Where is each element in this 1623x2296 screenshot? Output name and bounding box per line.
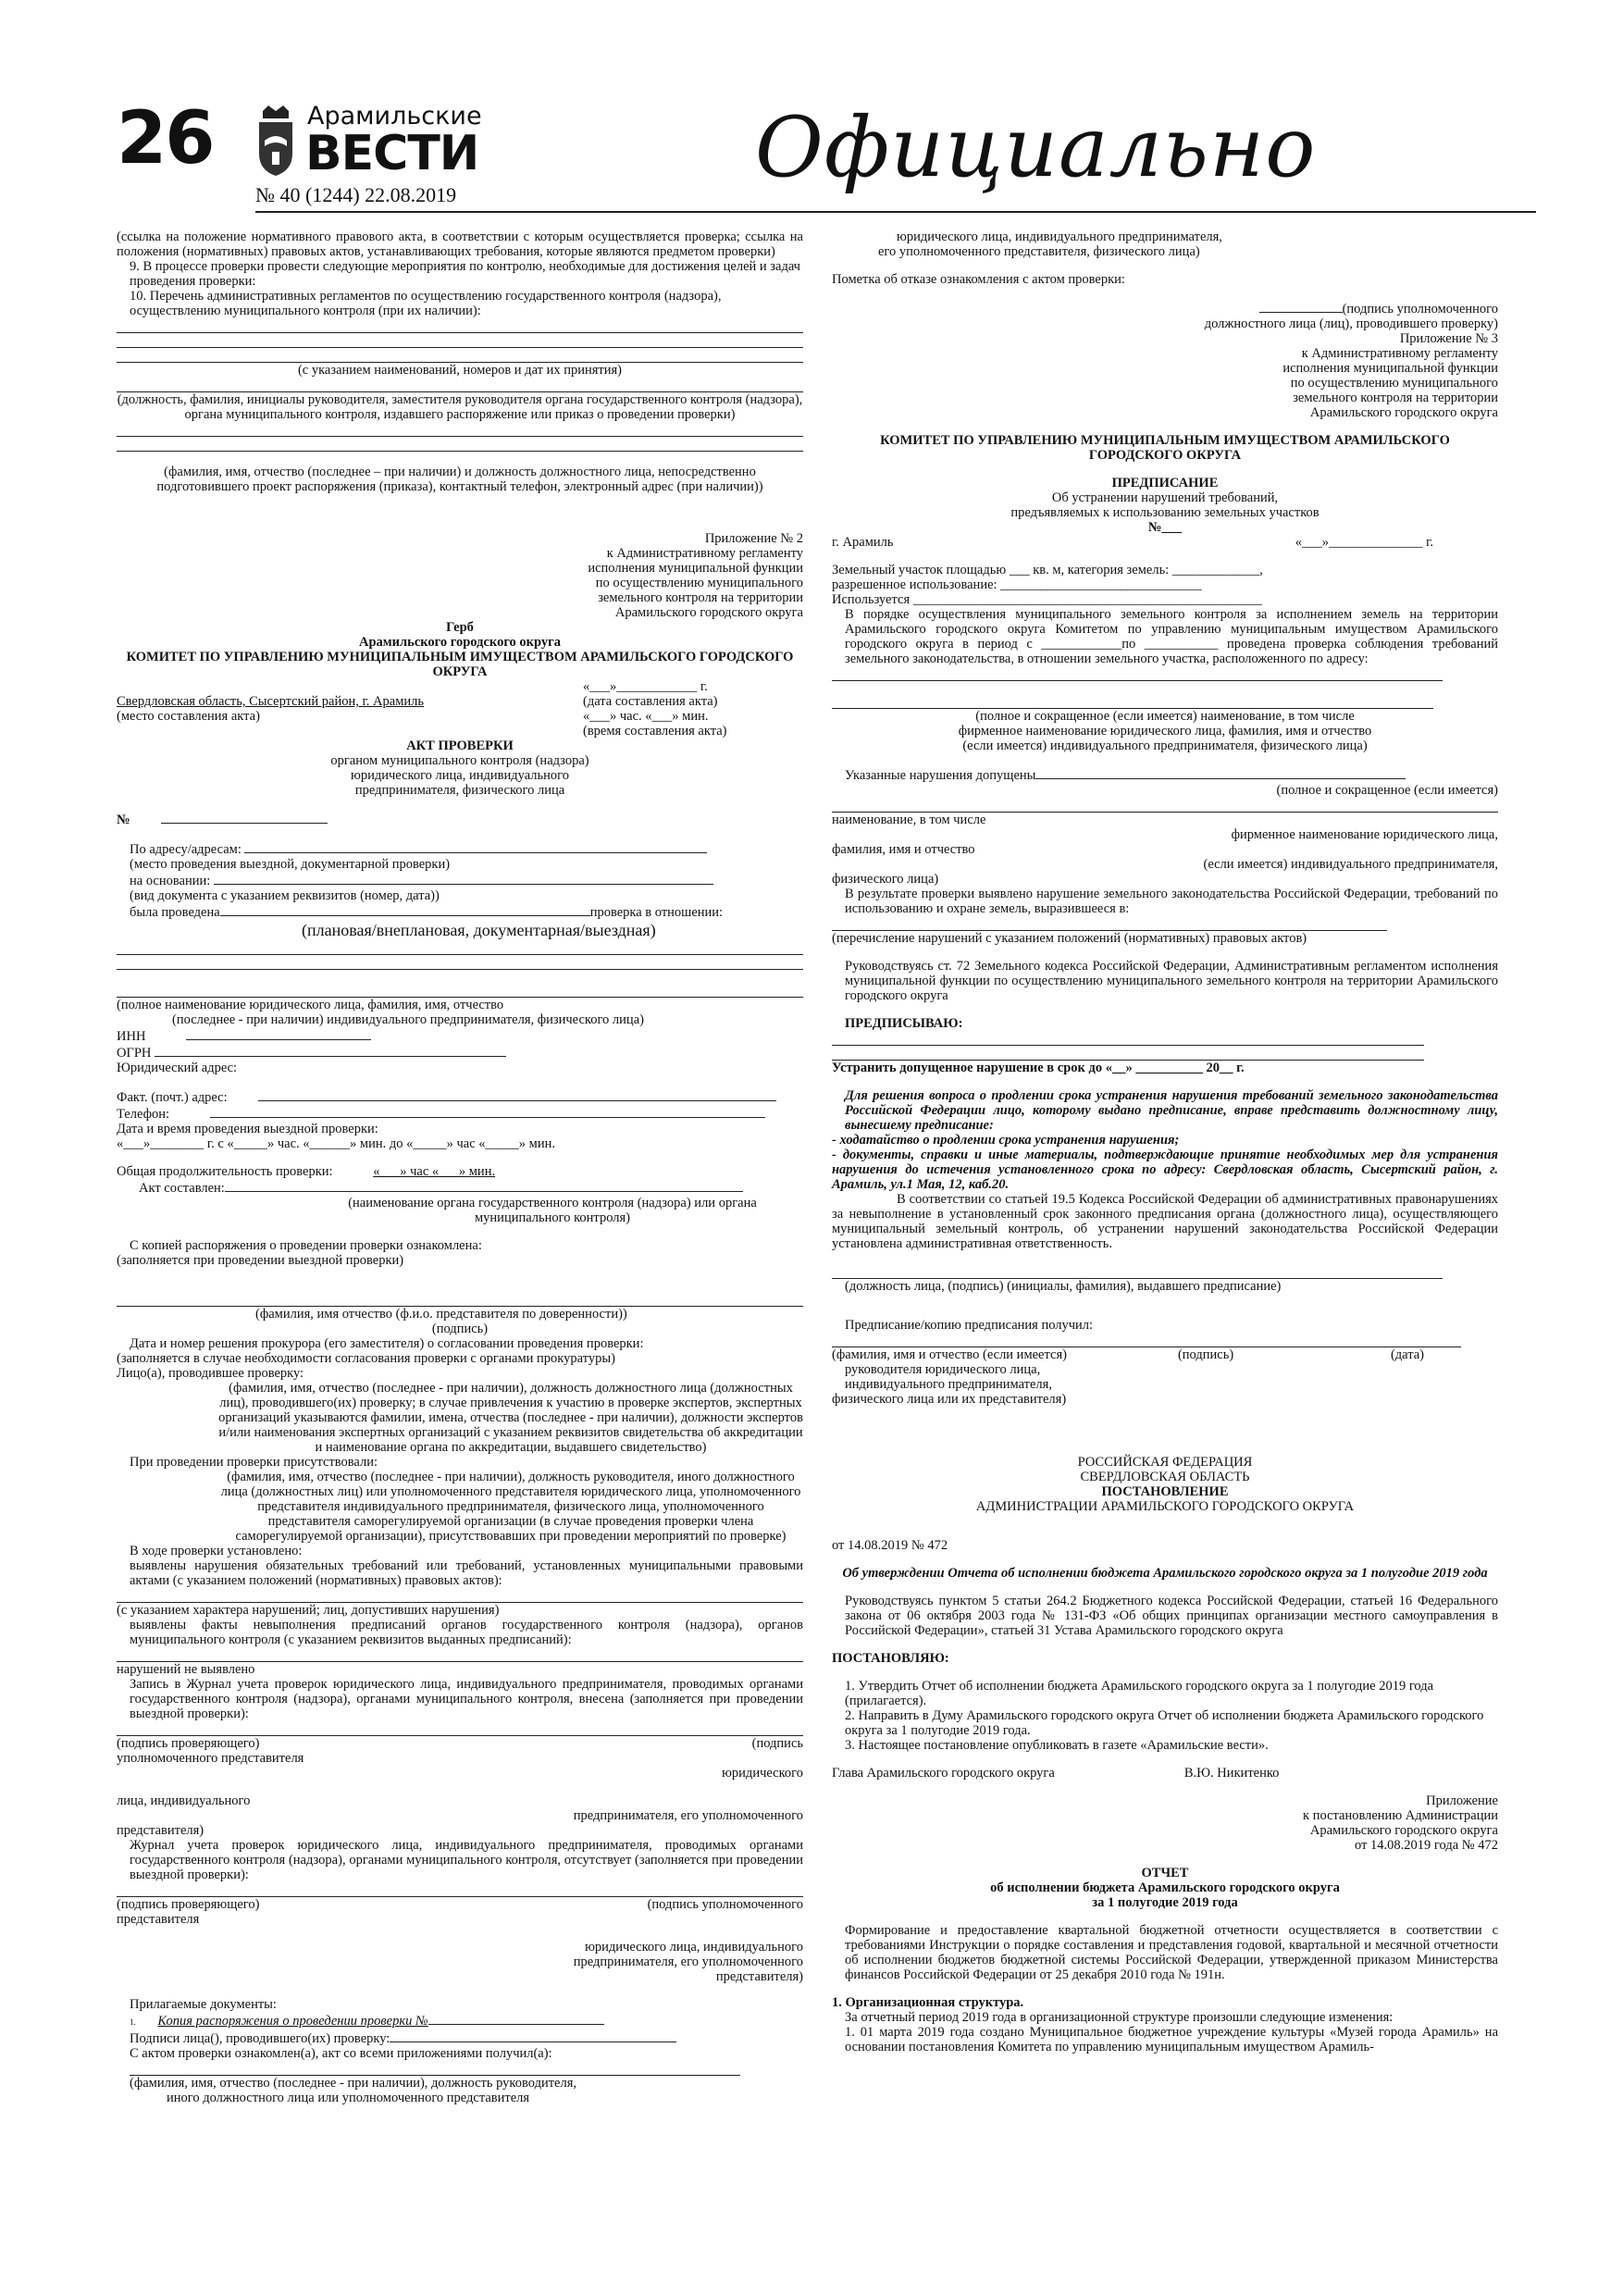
text-line: 1. 01 марта 2019 года создано Муниципальное бюджетное учреждение культуры «Музей города Арамиль» на основании постановления Комитета по управлению муниципальным имуществом Арамиль-: [845, 2025, 1498, 2054]
text-line: (если имеется) индивидуального предпринимателя, физического лица): [962, 738, 1368, 753]
text-line: юридического лица, индивидуального: [351, 768, 569, 783]
text-label: «___»______________ г.: [1295, 535, 1433, 550]
text-line: фирменное наименование юридического лица, фамилия, имя и отчество: [958, 724, 1372, 738]
spacer: [832, 946, 1498, 959]
text-line: С актом проверки ознакомлен(а), акт со всеми приложениями получил(а):: [130, 2046, 552, 2061]
spacer: [832, 753, 1498, 766]
text-line: (вид документа с указанием реквизитов (номер, дата)): [130, 888, 440, 903]
text-line: [117, 1088, 803, 1105]
text-label: на основании:: [130, 874, 211, 888]
text-line: по осуществлению муниципального: [595, 576, 803, 590]
text-line: СВЕРДЛОВСКАЯ ОБЛАСТЬ: [1080, 1470, 1250, 1484]
coat-of-arms-icon: [254, 104, 298, 178]
text-line: Лицо(а), проводившее проверку:: [117, 1366, 304, 1381]
text-line: [832, 300, 1498, 316]
text-line: [117, 1179, 803, 1196]
blank-line: [214, 872, 713, 885]
text-line: [832, 535, 1498, 550]
text-label: Указанные нарушения допущены: [845, 768, 1036, 783]
spacer: [117, 1075, 803, 1088]
text-line: от 14.08.2019 № 472: [832, 1538, 948, 1553]
text-line: исполнения муниципальной функции: [588, 561, 803, 576]
text-line: (полное и сокращенное (если имеется) наименование, в том числе: [975, 709, 1355, 724]
text-line: юридического лица, индивидуального: [585, 1940, 803, 1955]
spacer: [117, 1151, 803, 1164]
blank-line: [117, 437, 803, 452]
spacer: [832, 259, 1498, 272]
text-line: (заполняется при проведении выездной проверки): [117, 1253, 404, 1268]
text-line: (перечисление нарушений с указанием положений (нормативных) правовых актов): [832, 931, 1307, 946]
text-line: (если имеется) индивидуального предпринимателя,: [1203, 857, 1498, 872]
blank-line: [832, 1031, 1424, 1046]
text-line: В порядке осуществления муниципального земельного контроля за исполнением земель на территории Арамильского городского округа Комитетом по управлению муниципальным имуществом Арамильского городского округа в период с ____________по ___________ проведена проверка соблюдения требований земельного законодательства, в отношении земельного участка, расположенного по адресу:: [845, 607, 1498, 666]
blank-line: [220, 903, 590, 916]
text-line: земельного контроля на территории: [1293, 391, 1498, 405]
text-label: была проведена: [130, 905, 220, 920]
blank-line: [117, 1882, 803, 1897]
text-line: земельного контроля на территории: [598, 590, 803, 605]
text-line: (плановая/внеплановая, документарная/выездная): [302, 921, 656, 939]
text-label: (подпись проверяющего): [117, 1897, 260, 1912]
text-label: г. Арамиль: [832, 535, 894, 550]
text-line: Арамильского городского округа: [614, 605, 803, 620]
blank-line: [832, 666, 1443, 681]
text-line: 1. Организационная структура.: [832, 1995, 1024, 2010]
text-line: [117, 1897, 803, 1912]
text-label: (фамилия, имя и отчество (если имеется): [832, 1347, 1067, 1362]
text-line: к Административному регламенту: [606, 546, 803, 561]
text-line: ПРЕДПИСАНИЕ: [1111, 476, 1219, 490]
text-line: АКТ ПРОВЕРКИ: [406, 738, 514, 753]
text-label: Телефон:: [117, 1107, 170, 1122]
spacer: [832, 1853, 1498, 1866]
text-line: За отчетный период 2019 года в организационной структуре произошли следующие изменения:: [845, 2010, 1394, 2025]
text-line: 1. Утвердить Отчет об исполнении бюджета Арамильского городского округа за 1 полугодие 2019 года (прилагается).: [845, 1679, 1434, 1708]
text-line: предпринимателя, его уполномоченного: [573, 1808, 803, 1823]
blank-line: [117, 955, 803, 970]
text-line: об исполнении бюджета Арамильского городского округа: [990, 1880, 1340, 1895]
text-line: 3. Настоящее постановление опубликовать в газете «Арамильские вести».: [845, 1738, 1269, 1753]
text-line: Об утверждении Отчета об исполнении бюджета Арамильского городского округа за 1 полугодие 2019 года: [842, 1566, 1488, 1581]
text-line: Предписание/копию предписания получил:: [845, 1318, 1094, 1333]
blank-line: [117, 940, 803, 955]
text-line: Приложение № 2: [704, 531, 803, 546]
blank-line: [832, 1046, 1424, 1061]
spacer: [832, 1553, 1498, 1566]
text-line: (полное и сокращенное (если имеется): [1276, 783, 1498, 798]
text-line: [117, 1044, 803, 1061]
blank-line: [117, 1647, 803, 1662]
text-line: (фамилия, имя, отчество (последнее - при наличии), должность руководителя,: [130, 2076, 577, 2091]
text-label: Общая продолжительность проверки:: [117, 1164, 333, 1179]
blank-line: [225, 1179, 743, 1192]
text-line: [117, 811, 803, 827]
text-line: Дата и номер решения прокурора (его заместителя) о согласовании проведения проверки:: [130, 1336, 644, 1351]
blank-line: [186, 1027, 371, 1040]
blank-line: [832, 1333, 1461, 1347]
text-line: 2. Направить в Думу Арамильского городского округа Отчет об исполнении бюджета Арамильского городского округа за 1 полугодие 2019 года.: [845, 1708, 1484, 1738]
spacer: [117, 798, 803, 811]
text-line: от 14.08.2019 года № 472: [1355, 1838, 1498, 1853]
spacer: [117, 827, 803, 840]
spacer: [117, 1984, 803, 1997]
text-line: Для решения вопроса о продлении срока устранения нарушения требований земельного законодательства Российской Федерации лицо, которому выдано предписание, вправе представить должностному лицу, вынесшему предписание:: [845, 1088, 1498, 1133]
blank-line: [130, 2061, 740, 2076]
text-line: (фамилия, имя, отчество (последнее - при наличии), должность должностного лица (должностных лиц), проводившего(их) проверку; в случае привлечения к участию в проверке экспертов, экспертных организаций указываются фамилии, имена, отчества (последнее - при наличии), должности экспертов и/или наименования экспертных организаций с указанием реквизитов свидетельства об аккредитации и наименование органа по аккредитации, выдавшего свидетельство): [218, 1381, 803, 1455]
text-line: уполномоченного представителя: [117, 1751, 304, 1766]
text-label: Глава Арамильского городского округа: [832, 1766, 1055, 1781]
text-line: (с указанием характера нарушений; лиц, допустивших нарушения): [117, 1603, 500, 1618]
text-line: должностного лица (лиц), проводившего проверку): [1204, 316, 1498, 331]
spacer: [832, 1982, 1498, 1995]
masthead-rule: [255, 211, 1536, 213]
blank-line: [244, 840, 707, 853]
list-marker: 1.: [130, 2017, 136, 2027]
text-line: [117, 1164, 803, 1179]
text-line: Арамильского городского округа: [1309, 405, 1498, 420]
blank-line: [117, 318, 803, 333]
text-line: 10. Перечень административных регламентов по осуществлению государственного контроля (надзора), осуществлению муниципального контроля (при их наличии):: [130, 289, 722, 318]
spacer: [832, 463, 1498, 476]
text-line: [117, 840, 803, 857]
text-line: (фамилия, имя, отчество (последнее - при наличии), должность руководителя, иного должностного лица (должностных лиц) или уполномоченного представителя юридического лица, уполномоченного представителя индивидуального предпринимателя, физического лица, уполномоченного представителя саморегулируемой организации (в случае проведения проверки члена саморегулируемой организации), присутствовавших при проведении мероприятий по проверке): [220, 1470, 801, 1544]
blank-line: [117, 422, 803, 437]
text-label: По адресу/адресам:: [130, 842, 242, 857]
text-line: (заполняется в случае необходимости согласования проверки с органами прокуратуры): [117, 1351, 615, 1366]
text-line: руководителя юридического лица,: [845, 1362, 1041, 1377]
text-line: [832, 1766, 1498, 1781]
text-line: представителя): [715, 1969, 803, 1984]
text-line: физического лица): [832, 872, 939, 887]
text-line: Используется ____________________________________________________: [832, 592, 1262, 607]
blank-line: [117, 1721, 803, 1736]
spacer: [832, 1910, 1498, 1923]
spacer: [117, 1225, 803, 1238]
text-label: (подпись уполномоченного: [1342, 302, 1498, 316]
text-line: представителя: [117, 1912, 200, 1927]
text-line: органом муниципального контроля (надзора): [330, 753, 589, 768]
text-line: фамилия, имя и отчество: [832, 842, 975, 857]
text-line: [117, 1736, 803, 1751]
left-column: [117, 230, 803, 2105]
spacer: [832, 287, 1498, 300]
text-label: Подписи лица(), проводившего(их) проверку:: [130, 2031, 390, 2046]
text-line: (место составления акта): [117, 709, 260, 724]
blank-line: [390, 2029, 676, 2042]
text-line: лица, индивидуального: [117, 1793, 251, 1808]
brand-line2: ВЕСТИ: [305, 126, 479, 181]
text-line: «___» час. «___» мин.: [583, 709, 709, 724]
text-line: (наименование органа государственного контроля (надзора) или органа муниципального контроля): [348, 1196, 757, 1225]
right-column: [832, 230, 1498, 2054]
text-line: нарушений не выявлено: [117, 1662, 255, 1677]
text-line: Запись в Журнал учета проверок юридического лица, индивидуального предпринимателя, проводимых органами государственного контроля (надзора), органами муниципального контроля, внесена (заполняется при проведении выездной проверки):: [130, 1677, 803, 1721]
text-line: Арамильского городского округа: [359, 635, 561, 650]
text-line: АДМИНИСТРАЦИИ АРАМИЛЬСКОГО ГОРОДСКОГО ОКРУГА: [975, 1499, 1355, 1514]
blank-line: [832, 1264, 1443, 1279]
text-line: Юридический адрес:: [117, 1061, 238, 1075]
text-line: (фамилия, имя, отчество (последнее – при наличии) и должность должностного лица, непосредственно подготовившего проект распоряжения (приказа), контактный телефон, электронный адрес (при наличии)): [156, 465, 763, 494]
text-line: [117, 2012, 803, 2029]
text-label: В.Ю. Никитенко: [1183, 1766, 1280, 1781]
blank-line: [155, 1044, 506, 1057]
blank-line: [1259, 300, 1343, 313]
text-line: (должность, фамилия, инициалы руководителя, заместителя руководителя органа государственного контроля (надзора), органа муниципального контроля, издавшего распоряжение или приказ о проведении проверки): [117, 392, 803, 422]
text-line: (дата составления акта): [583, 694, 718, 709]
text-label: «___» час «___» мин.: [373, 1164, 496, 1179]
text-line: Руководствуясь пунктом 5 статьи 264.2 Бюджетного кодекса Российской Федерации, статьей 16 Федерального закона от 06 октября 2003 года № 131-ФЗ «Об общих принципах организации местного самоуправления в Российской Федерации», статьей 31 Устава Арамильского городского округа: [845, 1594, 1498, 1638]
spacer: [832, 1075, 1498, 1088]
blank-line: [117, 1588, 803, 1603]
text-label: ОГРН: [117, 1046, 152, 1061]
text-line: (полное наименование юридического лица, фамилия, имя, отчество: [117, 998, 504, 1012]
text-line: иного должностного лица или уполномоченного представителя: [167, 2091, 530, 2105]
text-line: В соответствии со статьей 19.5 Кодекса Российской Федерации об административных правонарушениях за невыполнение в установленный срок законного предписания органа (должностного лица), осуществляющего муниципальный земельный контроль, об устранении нарушений законодательства Российской Федерации установлена административная ответственность.: [832, 1192, 1498, 1251]
text-line: к Административному регламенту: [1301, 346, 1498, 361]
blank-line: [117, 333, 803, 348]
spacer: [832, 550, 1498, 563]
text-line: Руководствуясь ст. 72 Земельного кодекса Российской Федерации, Административным регламентом исполнения муниципальной функции по осуществлению муниципального земельного контроля на территории Арамильского городского округа: [845, 959, 1498, 1003]
text-line: (должность лица, (подпись) (инициалы, фамилия), выдавшего предписание): [845, 1279, 1282, 1294]
text-label: (дата): [1390, 1347, 1424, 1362]
text-line: (ссылка на положение нормативного правового акта, в соответствии с которым осуществляется проверка; ссылка на положения (нормативных) правовых актов, устанавливающих требования, которые являются предметом проверки): [117, 230, 803, 259]
text-line: [117, 2029, 803, 2046]
spacer: [832, 420, 1498, 433]
blank-line: [117, 983, 803, 998]
spacer: [832, 1407, 1498, 1431]
text-label: (подпись: [751, 1736, 803, 1751]
text-line: предпринимателя, физического лица: [354, 783, 565, 798]
text-line: Журнал учета проверок юридического лица, индивидуального предпринимателя, проводимых органами государственного контроля (надзора), органами муниципального контроля, отсутствует (заполняется при проведении выездной проверки):: [130, 1838, 803, 1882]
text-line: Пометка об отказе ознакомления с актом проверки:: [832, 272, 1125, 287]
text-line: ПРЕДПИСЫВАЮ:: [845, 1016, 963, 1031]
spacer: [832, 681, 1498, 694]
text-line: Устранить допущенное нарушение в срок до «__» __________ 20__ г.: [832, 1061, 1245, 1075]
text-line: [117, 1105, 803, 1122]
spacer: [117, 518, 803, 531]
text-line: [117, 872, 803, 888]
text-line: наименование, в том числе: [832, 813, 986, 827]
text-line: [117, 1027, 803, 1044]
text-line: (последнее - при наличии) индивидуального предпринимателя, физического лица): [172, 1012, 644, 1027]
spacer: [832, 1638, 1498, 1651]
text-line: ОТЧЕТ: [1141, 1866, 1189, 1880]
blank-line: [428, 2012, 604, 2025]
text-line: предъявляемых к использованию земельных участков: [1010, 505, 1319, 520]
text-line: (время составления акта): [583, 724, 727, 738]
blank-line: [161, 811, 328, 824]
text-line: юридического: [722, 1766, 803, 1781]
text-line: Земельный участок площадью ___ кв. м, категория земель: _____________,: [832, 563, 1263, 577]
spacer: [832, 1666, 1498, 1679]
blank-line: [117, 348, 803, 363]
spacer: [117, 494, 803, 518]
text-line: индивидуального предпринимателя,: [845, 1377, 1052, 1392]
text-line: В ходе проверки установлено:: [130, 1544, 303, 1558]
text-line: 9. В процессе проверки провести следующие мероприятия по контролю, необходимые для достижения целей и задач проведения проверки:: [130, 259, 800, 289]
text-line: Свердловская область, Сысертский район, г. Арамиль: [117, 694, 424, 709]
text-line: выявлены факты невыполнения предписаний органов государственного контроля (надзора), органов муниципального контроля (с указанием реквизитов выданных предписаний):: [130, 1618, 803, 1647]
text-line: [117, 903, 803, 920]
blank-line: [117, 378, 803, 392]
spacer: [832, 1003, 1498, 1016]
text-line: При проведении проверки присутствовали:: [130, 1455, 378, 1470]
text-line: к постановлению Администрации: [1303, 1808, 1498, 1823]
text-line: физического лица или их представителя): [832, 1392, 1067, 1407]
spacer: [832, 1431, 1498, 1455]
text-line: за 1 полугодие 2019 года: [1092, 1895, 1238, 1910]
text-label: ИНН: [117, 1029, 146, 1044]
masthead: [117, 97, 1536, 211]
section-title: Официально: [755, 99, 1317, 196]
blank-line: [117, 1292, 803, 1307]
text-line: Приложение № 3: [1399, 331, 1498, 346]
spacer: [832, 1514, 1498, 1538]
text-label: (подпись проверяющего): [117, 1736, 260, 1751]
blank-line: [832, 694, 1433, 709]
blank-line: [1035, 766, 1406, 779]
text-line: (фамилия, имя отчество (ф.и.о. представителя по доверенности)): [255, 1307, 627, 1322]
text-line: Дата и время проведения выездной проверки:: [117, 1122, 378, 1136]
blank-line: [210, 1105, 765, 1118]
text-line: предпринимателя, его уполномоченного: [573, 1955, 803, 1969]
spacer: [832, 1781, 1498, 1793]
text-label: Факт. (почт.) адрес:: [117, 1090, 228, 1105]
text-line: - документы, справки и иные материалы, подтверждающие принятие необходимых мер для устранения нарушения до истечения установленного срока по адресу: Свердловская область, Сысертский район, г. Арамиль, ул.1 Мая, 12, каб.20.: [832, 1148, 1498, 1192]
text-line: «___»____________ г.: [583, 679, 708, 694]
text-line: Формирование и предоставление квартальной бюджетной отчетности осуществляется в соответствии с требованиями Инструкции о порядке составления и представления годовой, квартальной и месячной отчетности об исполнении бюджетов бюджетной системы Российской Федерации, утвержденной приказом Министерства финансов Российской Федерации от 25 декабря 2010 года № 191н.: [845, 1923, 1498, 1982]
text-line: КОМИТЕТ ПО УПРАВЛЕНИЮ МУНИЦИПАЛЬНЫМ ИМУЩЕСТВОМ АРАМИЛЬСКОГО ГОРОДСКОГО ОКРУГА: [880, 433, 1450, 463]
text-line: (место проведения выездной, документарной проверки): [130, 857, 451, 872]
text-line: ПОСТАНОВЛЕНИЕ: [1101, 1484, 1229, 1499]
text-line: С копией распоряжения о проведении проверки ознакомлена:: [130, 1238, 482, 1253]
text-label: (подпись уполномоченного: [647, 1897, 803, 1912]
text-line: Герб: [446, 620, 474, 635]
text-line: «___»________ г. с «_____» час. «______» мин. до «_____» час «_____» мин.: [117, 1136, 555, 1151]
spacer: [832, 1294, 1498, 1318]
spacer: [117, 452, 803, 465]
spacer: [832, 1581, 1498, 1594]
text-line: В результате проверки выявлено нарушение земельного законодательства Российской Федерации, требований по использованию и охране земель, выразившееся в:: [845, 887, 1498, 916]
text-line: Арамильского городского округа: [1309, 1823, 1498, 1838]
text-line: разрешенное использование: ______________________________: [832, 577, 1202, 592]
text-line: [832, 766, 1498, 783]
text-label: Копия распоряжения о проведении проверки №: [157, 2014, 428, 2029]
text-label: (подпись): [1177, 1347, 1234, 1362]
spacer: [117, 1781, 803, 1793]
blank-line: [258, 1088, 776, 1101]
spacer: [117, 1927, 803, 1940]
brand-line1: Арамильские: [307, 102, 482, 130]
spacer: [832, 1753, 1498, 1766]
text-line: [832, 1347, 1498, 1362]
text-line: представителя): [117, 1823, 204, 1838]
text-line: Прилагаемые документы:: [130, 1997, 277, 2012]
page-number: 26: [117, 97, 214, 180]
text-line: ПОСТАНОВЛЯЮ:: [832, 1651, 949, 1666]
text-label: проверка в отношении:: [589, 905, 724, 920]
text-line: юридического лица, индивидуального предпринимателя,: [897, 230, 1222, 244]
text-label: Акт составлен:: [139, 1181, 225, 1196]
issue-number: № 40 (1244) 22.08.2019: [255, 183, 457, 206]
text-line: выявлены нарушения обязательных требований или требований, установленных муниципальными правовыми актами (с указанием положений (нормативных) правовых актов):: [130, 1558, 803, 1588]
text-line: РОССИЙСКАЯ ФЕДЕРАЦИЯ: [1077, 1455, 1253, 1470]
blank-line: [832, 798, 1498, 813]
text-line: фирменное наименование юридического лица,: [1231, 827, 1498, 842]
text-line: - ходатайство о продлении срока устранения нарушения;: [832, 1133, 1180, 1148]
text-line: №___: [1147, 520, 1183, 535]
spacer: [117, 1268, 803, 1292]
text-line: его уполномоченного представителя, физического лица): [878, 244, 1200, 259]
act-number-label: №: [117, 813, 130, 827]
text-line: исполнения муниципальной функции: [1282, 361, 1498, 376]
spacer: [117, 970, 803, 983]
text-line: Об устранении нарушений требований,: [1051, 490, 1279, 505]
blank-line: [832, 916, 1387, 931]
text-line: (с указанием наименований, номеров и дат их принятия): [297, 363, 623, 378]
text-line: Приложение: [1426, 1793, 1498, 1808]
text-line: КОМИТЕТ ПО УПРАВЛЕНИЮ МУНИЦИПАЛЬНЫМ ИМУЩЕСТВОМ АРАМИЛЬСКОГО ГОРОДСКОГО ОКРУГА: [126, 650, 794, 679]
text-line: по осуществлению муниципального: [1290, 376, 1498, 391]
text-line: (подпись): [431, 1322, 489, 1336]
spacer: [832, 1251, 1498, 1264]
